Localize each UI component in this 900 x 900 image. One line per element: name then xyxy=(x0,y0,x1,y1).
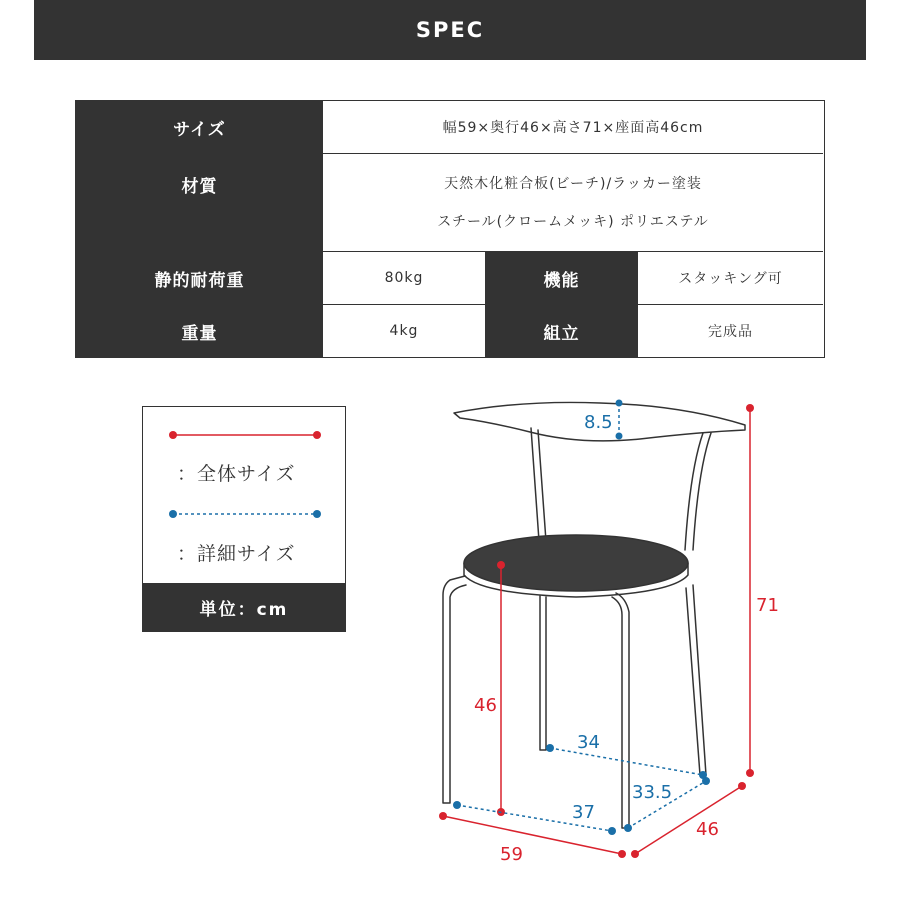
spec-row-load xyxy=(76,252,823,305)
detail-size-label: ：詳細サイズ xyxy=(177,543,296,565)
dimension-dot xyxy=(738,782,746,790)
spec-row-size xyxy=(76,101,823,154)
material-label: 材質 xyxy=(76,154,323,251)
material-line-1: 天然木化粧合板(ビーチ)/ラッカー塗装 xyxy=(444,175,702,192)
detail-size-dot xyxy=(313,510,321,518)
overall-depth-label: 46 xyxy=(696,819,719,840)
total-height-label: 71 xyxy=(756,595,779,616)
front-right-leg xyxy=(612,593,629,828)
function-value: スタッキング可 xyxy=(638,252,823,304)
spec-row-material xyxy=(76,154,823,252)
dimension-legend xyxy=(142,406,346,632)
dimension-dot xyxy=(453,801,461,809)
overall-size-label: ：全体サイズ xyxy=(177,463,296,485)
size-label: サイズ xyxy=(76,101,323,153)
detail-dimension-lines xyxy=(453,400,710,836)
detail-size-dot xyxy=(169,510,177,518)
dimension-dot xyxy=(618,850,626,858)
dimension-dot xyxy=(624,824,632,832)
function-label: 機能 xyxy=(485,252,638,304)
dimension-dot xyxy=(702,777,710,785)
dimension-dot xyxy=(616,433,623,440)
spec-row-weight xyxy=(76,305,823,357)
material-value xyxy=(323,154,823,251)
dimension-dot xyxy=(746,769,754,777)
size-value: 幅59×奥行46×高さ71×座面高46cm xyxy=(323,101,823,153)
static-load-label: 静的耐荷重 xyxy=(76,252,323,304)
dimension-dot xyxy=(746,404,754,412)
assembly-value: 完成品 xyxy=(638,305,823,357)
material-line-2: スチール(クロームメッキ) ポリエステル xyxy=(437,213,709,230)
overall-width-label: 59 xyxy=(500,844,523,865)
dimension-dot xyxy=(546,744,554,752)
front-leg-span-label: 37 xyxy=(572,802,595,823)
rear-left-leg xyxy=(540,596,546,750)
dimension-dot xyxy=(616,400,623,407)
spec-table xyxy=(75,100,825,358)
overall-size-dot xyxy=(313,431,321,439)
rear-right-leg xyxy=(686,585,706,775)
weight-value: 4kg xyxy=(323,305,485,357)
assembly-label: 組立 xyxy=(485,305,638,357)
dimension-dot xyxy=(631,850,639,858)
seat-height-label: 46 xyxy=(474,695,497,716)
static-load-value: 80kg xyxy=(323,252,485,304)
unit-label: 単位：cm xyxy=(143,583,345,631)
spec-header xyxy=(34,0,866,60)
overall-size-dot xyxy=(169,431,177,439)
back-post-right-inner xyxy=(693,433,711,550)
rear-leg-span-line xyxy=(550,748,703,775)
overall-dimension-lines xyxy=(439,404,754,858)
dimension-dot xyxy=(608,827,616,835)
dimension-dot xyxy=(439,812,447,820)
side-leg-span-label: 33.5 xyxy=(632,782,673,803)
spec-title: SPEC xyxy=(415,18,485,42)
chair-drawing xyxy=(443,402,745,828)
weight-label: 重量 xyxy=(76,305,323,357)
backrest-thickness-label: 8.5 xyxy=(584,412,613,433)
width-dimension-line xyxy=(443,816,622,854)
front-left-leg xyxy=(443,576,466,803)
dimension-dot xyxy=(497,561,505,569)
chair-dimension-diagram xyxy=(400,390,820,880)
rear-leg-span-label: 34 xyxy=(577,732,600,753)
